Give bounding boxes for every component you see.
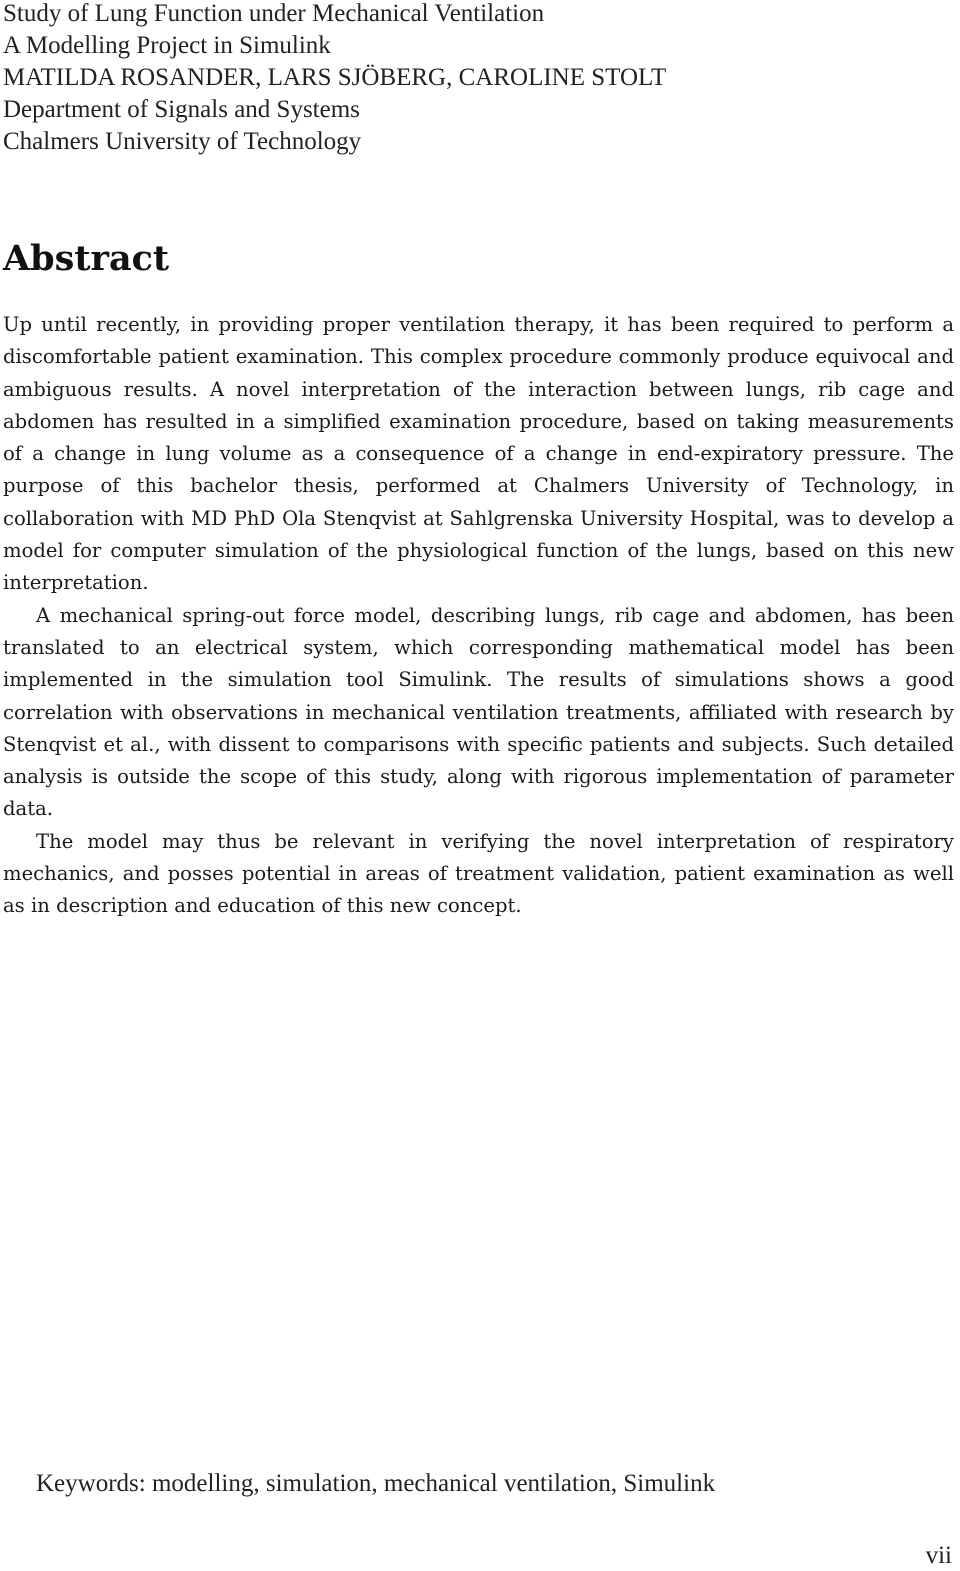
abstract-paragraph-3: The model may thus be relevant in verifying the novel interpretation of respiratory mechanics, and posses potential in areas of treatment validation, patient examination as well as in description and education of this new concept.: [3, 829, 954, 918]
thesis-authors: MATILDA ROSANDER, LARS SJÖBERG, CAROLINE STOLT: [3, 64, 667, 91]
thesis-header: [3, 0, 666, 158]
thesis-title: Study of Lung Function under Mechanical Ventilation: [3, 0, 545, 27]
abstract-paragraph-2: A mechanical spring-out force model, describing lungs, rib cage and abdomen, has been translated to an electrical system, which corresponding mathematical model has been implemented in the simulation tool Simulink. The results of simulations shows a good correlation with observations in mechanical ventilation treatments, affiliated with research by Stenqvist et al., with dissent to comparisons with specific patients and subjects. Such detailed analysis is outside the scope of this study, along with rigorous implementation of parameter data.: [3, 603, 954, 821]
abstract-heading: Abstract: [3, 238, 170, 279]
thesis-department: Department of Signals and Systems: [3, 96, 360, 123]
abstract-body: [3, 309, 954, 923]
thesis-university: Chalmers University of Technology: [3, 128, 362, 155]
abstract-paragraph-1: Up until recently, in providing proper ventilation therapy, it has been required to perform a discomfortable patient examination. This complex procedure commonly produce equivocal and ambiguous results. A novel interpretation of the interaction between lungs, rib cage and abdomen has resulted in a simplified examination procedure, based on taking measurements of a change in lung volume as a consequence of a change in end-expiratory pressure. The purpose of this bachelor thesis, performed at Chalmers University of Technology, in collaboration with MD PhD Ola Stenqvist at Sahlgrenska University Hospital, was to develop a model for computer simulation of the physiological function of the lungs, based on this new interpretation.: [3, 313, 954, 595]
thesis-subtitle: A Modelling Project in Simulink: [3, 32, 331, 59]
keywords-line: Keywords: modelling, simulation, mechanical ventilation, Simulink: [36, 1470, 716, 1497]
page-number: vii: [925, 1542, 952, 1569]
